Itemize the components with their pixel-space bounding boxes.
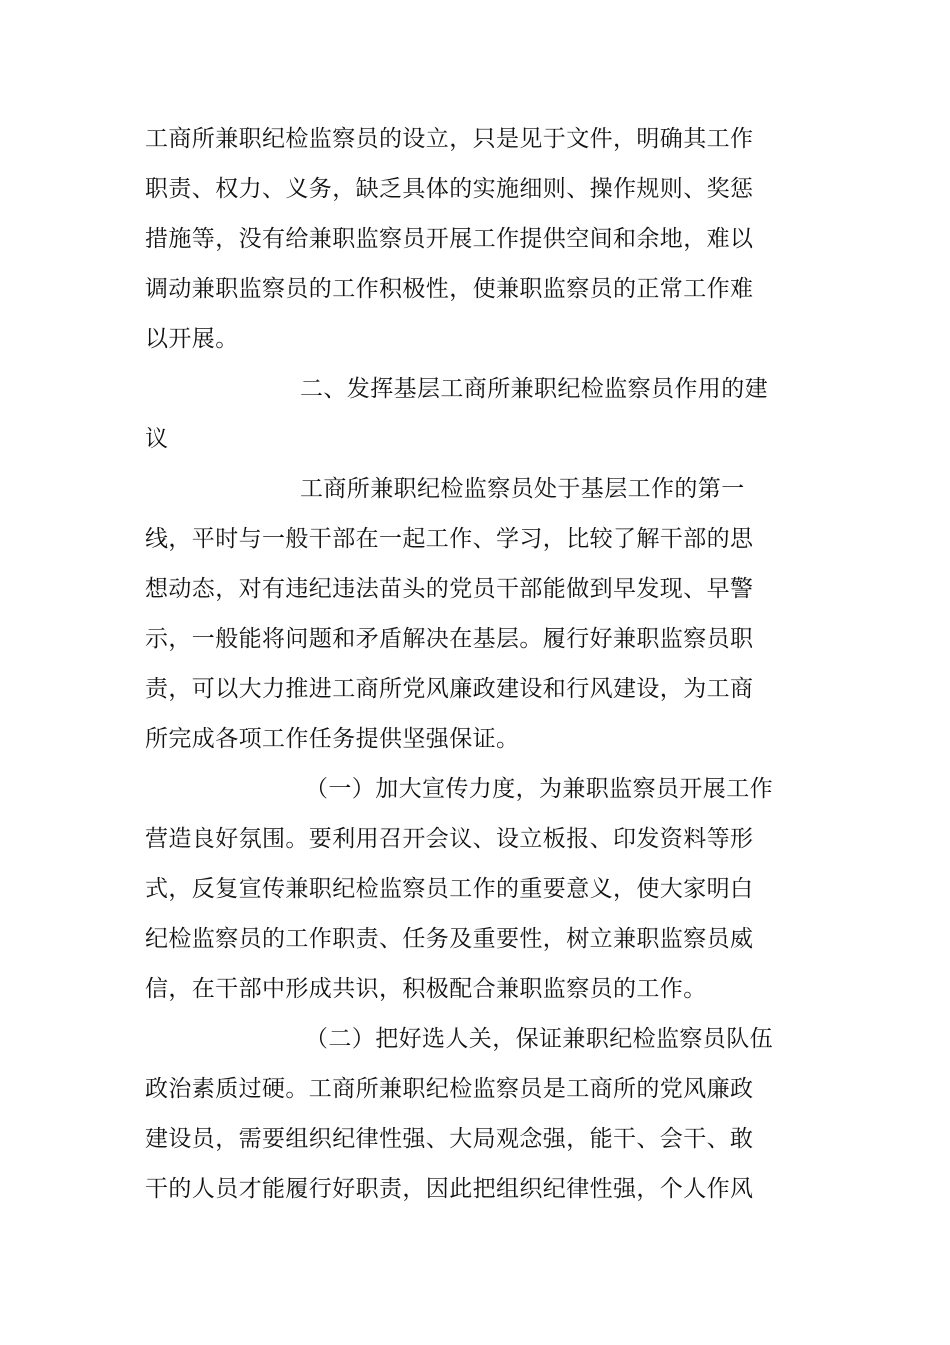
text-line: 信，在干部中形成共识，积极配合兼职监察员的工作。: [145, 976, 707, 1002]
paragraph-first-line: 工商所兼职纪检监察员处于基层工作的第一: [300, 476, 745, 502]
text-line: 调动兼职监察员的工作积极性，使兼职监察员的正常工作难: [145, 276, 754, 302]
text-line: 以开展。: [145, 326, 239, 352]
text-line: 所完成各项工作任务提供坚强保证。: [145, 726, 520, 752]
text-line: 干的人员才能履行好职责，因此把组织纪律性强，个人作风: [145, 1176, 754, 1202]
text-line: 政治素质过硬。工商所兼职纪检监察员是工商所的党风廉政: [145, 1076, 754, 1102]
text-line: 式，反复宣传兼职纪检监察员工作的重要意义，使大家明白: [145, 876, 754, 902]
subsection-one-first-line: （一）加大宣传力度，为兼职监察员开展工作: [305, 776, 773, 802]
subsection-two-first-line: （二）把好选人关，保证兼职纪检监察员队伍: [305, 1026, 773, 1052]
section-heading: 二、发挥基层工商所兼职纪检监察员作用的建: [300, 376, 768, 402]
text-line: 示，一般能将问题和矛盾解决在基层。履行好兼职监察员职: [145, 626, 754, 652]
text-line: 线，平时与一般干部在一起工作、学习，比较了解干部的思: [145, 526, 754, 552]
section-heading-continued: 议: [145, 426, 169, 452]
text-line: 责，可以大力推进工商所党风廉政建设和行风建设，为工商: [145, 676, 754, 702]
text-line: 纪检监察员的工作职责、任务及重要性，树立兼职监察员威: [145, 926, 754, 952]
text-line: 工商所兼职纪检监察员的设立，只是见于文件，明确其工作: [145, 126, 754, 152]
text-line: 营造良好氛围。要利用召开会议、设立板报、印发资料等形: [145, 826, 754, 852]
text-line: 措施等，没有给兼职监察员开展工作提供空间和余地，难以: [145, 226, 754, 252]
text-line: 职责、权力、义务，缺乏具体的实施细则、操作规则、奖惩: [145, 176, 754, 202]
text-line: 想动态，对有违纪违法苗头的党员干部能做到早发现、早警: [145, 576, 754, 602]
text-line: 建设员，需要组织纪律性强、大局观念强，能干、会干、敢: [145, 1126, 754, 1152]
